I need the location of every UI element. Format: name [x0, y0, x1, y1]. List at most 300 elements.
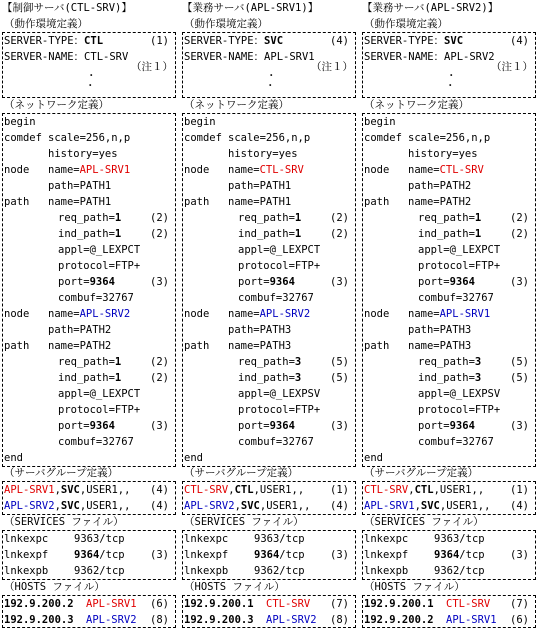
server-name-value: APL-SRV1: [264, 51, 315, 63]
network-line: [363, 370, 535, 386]
service-name: lnkexpb: [184, 565, 229, 577]
param-key: port=: [238, 420, 270, 432]
server-name-ref: CTL-SRV: [439, 164, 484, 176]
host-ip: 192.9.200.2: [364, 614, 434, 626]
param: combuf=32767: [58, 436, 134, 448]
ref-tag: (3): [510, 420, 529, 432]
service-name: lnkexpb: [364, 565, 409, 577]
group-params: ,USER1,,: [259, 500, 311, 512]
param: name=PATH1: [228, 196, 292, 208]
network-definition-box: [2, 113, 176, 467]
network-line: [3, 402, 175, 418]
separator: ,: [234, 500, 241, 512]
param-key: ind_path=: [58, 372, 115, 384]
ref-tag: (3): [330, 420, 349, 432]
param: combuf=32767: [58, 292, 134, 304]
service-port: 9364: [434, 549, 460, 561]
env-definition-box: [182, 32, 356, 98]
section-title-env: （動作環境定義）: [184, 18, 268, 30]
param: appl=@_LEXPSV: [238, 388, 321, 400]
section-title-network: （ネットワーク定義）: [4, 99, 109, 111]
network-line: [363, 114, 535, 130]
ellipsis-dot: ・: [445, 80, 456, 92]
param-key: port=: [418, 420, 450, 432]
service-name: lnkexpc: [364, 533, 409, 545]
env-definition-box: [362, 32, 536, 98]
service-name: lnkexpc: [184, 533, 229, 545]
section-title-services: （SERVICES ファイル）: [364, 516, 484, 528]
param-value: 3: [294, 356, 302, 368]
param: protocol=FTP+: [58, 260, 141, 272]
server-header: 【業務サーバ(APL-SRV2)】: [362, 2, 499, 14]
keyword: path: [364, 340, 390, 352]
server-name-label: SERVER-NAME：: [4, 51, 85, 63]
server-type-value: CTL: [84, 35, 104, 47]
server-type-value: CTL: [414, 484, 434, 496]
env-definition-box: [2, 32, 176, 98]
server-name-ref: CTL-SRV: [364, 484, 409, 496]
keyword: end: [364, 452, 383, 464]
note-line: [183, 61, 355, 82]
ref-tag: (7): [330, 598, 349, 610]
param-value: 1: [474, 228, 482, 240]
server-name-ref: APL-SRV1: [439, 308, 491, 320]
ref-tag: (7): [510, 598, 529, 610]
server-type-label: SERVER-TYPE：: [4, 35, 85, 47]
host-ip: 192.9.200.2: [4, 598, 74, 610]
group-line: [363, 482, 535, 498]
ref-tag: (3): [330, 276, 349, 288]
separator: ,: [408, 484, 415, 496]
keyword: comdef: [364, 132, 402, 144]
host-line: [3, 612, 175, 628]
param-value: 1: [114, 372, 122, 384]
ref-tag: (4): [510, 500, 529, 512]
network-line: [183, 402, 355, 418]
network-line: [183, 450, 355, 466]
section-title-services: （SERVICES ファイル）: [184, 516, 304, 528]
param-value: 1: [114, 212, 122, 224]
service-port: 9363: [254, 533, 280, 545]
server-type-value: SVC: [264, 35, 284, 47]
service-line: [183, 563, 355, 579]
param: protocol=FTP+: [418, 260, 501, 272]
network-definition-box: [362, 113, 536, 467]
service-proto: /tcp: [99, 549, 125, 561]
keyword: node: [184, 308, 210, 320]
keyword: node: [184, 164, 210, 176]
network-line: [363, 210, 535, 226]
network-line: [183, 242, 355, 258]
param-key: port=: [418, 276, 450, 288]
ellipsis-dot: ・: [85, 80, 96, 92]
host-line: [3, 596, 175, 612]
network-line: [3, 258, 175, 274]
network-line: [3, 210, 175, 226]
ref-tag: (4): [330, 500, 349, 512]
service-proto: /tcp: [99, 565, 125, 577]
section-title-group: （サーバグループ定義）: [364, 467, 479, 479]
ellipsis-dot-line: [363, 81, 535, 97]
ref-tag: (5): [330, 356, 349, 368]
network-line: [363, 386, 535, 402]
group-definition-box: [362, 481, 536, 515]
param-value: 3: [474, 356, 482, 368]
host-line: [183, 612, 355, 628]
network-line: [183, 226, 355, 242]
ellipsis-dot-line: [183, 81, 355, 97]
keyword: path: [4, 340, 30, 352]
ellipsis-dot: ・: [446, 70, 457, 82]
group-params: ,USER1,,: [433, 484, 485, 496]
note-ref: （注１）: [311, 61, 353, 73]
network-line: [183, 370, 355, 386]
server-name-ref: CTL-SRV: [184, 484, 229, 496]
param: combuf=32767: [418, 292, 494, 304]
param-key: req_path=: [58, 212, 115, 224]
param-key: ind_path=: [418, 228, 475, 240]
service-port: 9364: [254, 549, 280, 561]
ref-tag: (2): [150, 356, 169, 368]
ref-tag: (2): [150, 228, 169, 240]
group-definition-box: [182, 481, 356, 515]
network-line: [3, 130, 175, 146]
keyword: path: [364, 196, 390, 208]
param: name=PATH3: [228, 340, 292, 352]
service-port: 9364: [74, 549, 100, 561]
param-key: name=: [228, 164, 260, 176]
service-proto: /tcp: [459, 549, 485, 561]
ref-tag: (3): [150, 420, 169, 432]
service-line: [183, 547, 355, 563]
param: history=yes: [408, 148, 478, 160]
keyword: path: [184, 196, 210, 208]
network-line: [363, 450, 535, 466]
network-definition-box: [182, 113, 356, 467]
network-line: [3, 338, 175, 354]
network-line: [363, 130, 535, 146]
param: name=PATH2: [408, 196, 472, 208]
param: protocol=FTP+: [58, 404, 141, 416]
param-value: 9364: [449, 420, 475, 432]
network-line: [3, 194, 175, 210]
network-line: [363, 162, 535, 178]
network-line: [183, 258, 355, 274]
keyword: end: [4, 452, 23, 464]
server-name-ref: APL-SRV1: [4, 484, 55, 496]
ref-tag: (3): [330, 549, 349, 561]
group-line: [3, 498, 175, 514]
server-name-value: CTL-SRV: [84, 51, 129, 63]
param: scale=256,n,p: [48, 132, 131, 144]
service-line: [363, 563, 535, 579]
param-key: ind_path=: [238, 372, 295, 384]
param: combuf=32767: [238, 292, 314, 304]
server-name-ref: APL-SRV2: [184, 500, 235, 512]
ellipsis-dot: ・: [86, 70, 97, 82]
param-key: req_path=: [238, 356, 295, 368]
ellipsis-dot-line: [3, 81, 175, 97]
service-proto: /tcp: [99, 533, 125, 545]
section-title-network: （ネットワーク定義）: [184, 99, 289, 111]
keyword: path: [184, 340, 210, 352]
param-key: ind_path=: [238, 228, 295, 240]
server-name-ref: APL-SRV1: [364, 500, 415, 512]
server-name-ref: APL-SRV2: [4, 500, 55, 512]
ref-tag: (4): [330, 35, 349, 47]
section-title-network: （ネットワーク定義）: [364, 99, 469, 111]
network-line: [183, 290, 355, 306]
group-params: ,USER1,,: [253, 484, 305, 496]
host-name: APL-SRV1: [86, 598, 137, 610]
network-line: [3, 178, 175, 194]
ellipsis-dot: ・: [265, 80, 276, 92]
host-ip: 192.9.200.3: [4, 614, 74, 626]
network-line: [183, 178, 355, 194]
network-line: [363, 146, 535, 162]
service-port: 9362: [434, 565, 460, 577]
param-key: name=: [48, 164, 80, 176]
network-line: [363, 226, 535, 242]
network-line: [3, 114, 175, 130]
host-ip: 192.9.200.3: [184, 614, 254, 626]
ref-tag: (2): [150, 212, 169, 224]
server-type-value: SVC: [240, 500, 260, 512]
param: combuf=32767: [418, 436, 494, 448]
param-value: 9364: [89, 276, 115, 288]
network-line: [363, 242, 535, 258]
network-line: [363, 434, 535, 450]
group-params: ,USER1,,: [439, 500, 491, 512]
param-key: req_path=: [418, 212, 475, 224]
network-line: [183, 130, 355, 146]
network-line: [3, 434, 175, 450]
param-key: port=: [58, 276, 90, 288]
service-name: lnkexpf: [184, 549, 229, 561]
keyword: end: [184, 452, 203, 464]
server-name-ref: APL-SRV1: [79, 164, 131, 176]
param-key: port=: [58, 420, 90, 432]
keyword: node: [4, 308, 30, 320]
service-name: lnkexpf: [364, 549, 409, 561]
param-key: req_path=: [58, 356, 115, 368]
param-value: 9364: [449, 276, 475, 288]
server-name-ref: APL-SRV2: [259, 308, 311, 320]
group-params: ,USER1,,: [79, 484, 131, 496]
network-line: [3, 242, 175, 258]
ref-tag: (2): [510, 228, 529, 240]
param: appl=@_LEXPCT: [418, 244, 501, 256]
server-header: 【業務サーバ(APL-SRV1)】: [182, 2, 319, 14]
network-line: [183, 434, 355, 450]
network-line: [363, 290, 535, 306]
ref-tag: (1): [150, 35, 169, 47]
network-line: [183, 210, 355, 226]
service-proto: /tcp: [279, 549, 305, 561]
param-value: 3: [294, 372, 302, 384]
server-type-value: SVC: [420, 500, 440, 512]
server-type-value: CTL: [234, 484, 254, 496]
param: path=PATH2: [408, 180, 472, 192]
param-value: 1: [294, 212, 302, 224]
ref-tag: (3): [150, 276, 169, 288]
service-line: [3, 547, 175, 563]
param: appl=@_LEXPCT: [58, 388, 141, 400]
network-line: [183, 194, 355, 210]
host-ip: 192.9.200.1: [184, 598, 254, 610]
group-line: [183, 498, 355, 514]
network-line: [363, 178, 535, 194]
ref-tag: (2): [330, 212, 349, 224]
keyword: begin: [4, 116, 36, 128]
server-name-label: SERVER-NAME：: [364, 51, 445, 63]
ref-tag: (6): [510, 614, 529, 626]
network-line: [183, 114, 355, 130]
network-line: [183, 418, 355, 434]
separator: ,: [414, 500, 421, 512]
param: protocol=FTP+: [238, 260, 321, 272]
service-line: [363, 547, 535, 563]
services-file-box: [362, 530, 536, 580]
server-name-ref: APL-SRV2: [79, 308, 131, 320]
group-line: [363, 498, 535, 514]
ref-tag: (8): [150, 614, 169, 626]
service-port: 9363: [74, 533, 100, 545]
server-type-value: SVC: [444, 35, 464, 47]
server-type-label: SERVER-TYPE：: [364, 35, 445, 47]
separator: ,: [54, 484, 61, 496]
host-name: CTL-SRV: [266, 598, 311, 610]
ref-tag: (5): [510, 372, 529, 384]
ref-tag: (2): [150, 372, 169, 384]
network-line: [183, 162, 355, 178]
ref-tag: (8): [330, 614, 349, 626]
hosts-file-box: [2, 595, 176, 628]
ref-tag: (4): [150, 500, 169, 512]
server-name-ref: CTL-SRV: [259, 164, 304, 176]
service-proto: /tcp: [279, 565, 305, 577]
network-line: [3, 306, 175, 322]
host-line: [183, 596, 355, 612]
param-value: 9364: [269, 276, 295, 288]
network-line: [183, 146, 355, 162]
section-title-group: （サーバグループ定義）: [4, 467, 119, 479]
param-key: req_path=: [238, 212, 295, 224]
param-key: name=: [48, 308, 80, 320]
service-line: [3, 563, 175, 579]
service-name: lnkexpf: [4, 549, 49, 561]
section-title-env: （動作環境定義）: [4, 18, 88, 30]
keyword: node: [364, 164, 390, 176]
server-type-value: SVC: [60, 500, 80, 512]
param-key: name=: [408, 308, 440, 320]
param: protocol=FTP+: [418, 404, 501, 416]
param: path=PATH3: [228, 324, 292, 336]
param-value: 1: [294, 228, 302, 240]
param: path=PATH3: [408, 324, 472, 336]
host-line: [363, 596, 535, 612]
network-line: [183, 386, 355, 402]
param-value: 1: [474, 212, 482, 224]
section-title-hosts: （HOSTS ファイル）: [184, 581, 285, 593]
host-name: CTL-SRV: [446, 598, 491, 610]
group-line: [183, 482, 355, 498]
keyword: node: [4, 164, 30, 176]
network-line: [363, 306, 535, 322]
ref-tag: (3): [510, 276, 529, 288]
network-line: [363, 258, 535, 274]
network-line: [3, 450, 175, 466]
param-value: 3: [474, 372, 482, 384]
param: appl=@_LEXPSV: [418, 388, 501, 400]
server-name-label: SERVER-NAME：: [184, 51, 265, 63]
host-ip: 192.9.200.1: [364, 598, 434, 610]
ref-tag: (5): [330, 372, 349, 384]
network-line: [3, 162, 175, 178]
server-type-value: SVC: [60, 484, 80, 496]
param: history=yes: [48, 148, 118, 160]
section-title-group: （サーバグループ定義）: [184, 467, 299, 479]
host-name: APL-SRV2: [266, 614, 317, 626]
group-line: [3, 482, 175, 498]
param-key: name=: [228, 308, 260, 320]
network-line: [183, 322, 355, 338]
param: name=PATH3: [408, 340, 472, 352]
network-line: [3, 146, 175, 162]
ref-tag: (6): [150, 598, 169, 610]
host-line: [363, 612, 535, 628]
param: name=PATH2: [48, 340, 112, 352]
keyword: node: [364, 308, 390, 320]
service-proto: /tcp: [459, 565, 485, 577]
network-line: [363, 418, 535, 434]
param: combuf=32767: [238, 436, 314, 448]
note-ref: （注１）: [491, 61, 533, 73]
keyword: begin: [184, 116, 216, 128]
param: protocol=FTP+: [238, 404, 321, 416]
network-line: [363, 274, 535, 290]
ellipsis-dot: ・: [266, 70, 277, 82]
param-value: 9364: [89, 420, 115, 432]
separator: ,: [228, 484, 235, 496]
host-name: APL-SRV1: [446, 614, 497, 626]
service-name: lnkexpc: [4, 533, 49, 545]
note-ref: （注１）: [131, 61, 173, 73]
param: appl=@_LEXPCT: [238, 244, 321, 256]
services-file-box: [2, 530, 176, 580]
param: scale=256,n,p: [228, 132, 311, 144]
param-key: ind_path=: [58, 228, 115, 240]
keyword: comdef: [4, 132, 42, 144]
service-port: 9362: [254, 565, 280, 577]
service-name: lnkexpb: [4, 565, 49, 577]
param: name=PATH1: [48, 196, 112, 208]
param-value: 9364: [269, 420, 295, 432]
keyword: begin: [364, 116, 396, 128]
ref-tag: (4): [510, 35, 529, 47]
section-title-services: （SERVICES ファイル）: [4, 516, 124, 528]
param: appl=@_LEXPCT: [58, 244, 141, 256]
param-value: 1: [114, 228, 122, 240]
network-line: [3, 418, 175, 434]
network-line: [363, 354, 535, 370]
network-line: [3, 226, 175, 242]
note-line: [363, 61, 535, 82]
ref-tag: (1): [330, 484, 349, 496]
param-value: 1: [114, 356, 122, 368]
group-definition-box: [2, 481, 176, 515]
ref-tag: (3): [510, 549, 529, 561]
